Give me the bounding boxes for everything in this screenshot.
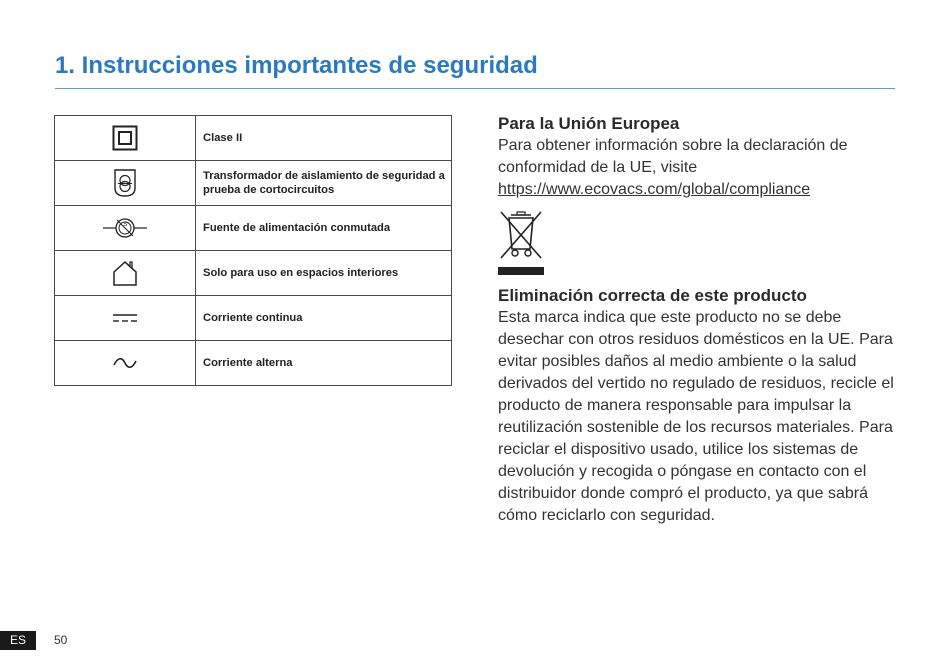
switch-mode-power-supply-icon xyxy=(102,213,148,243)
crossed-bin-icon xyxy=(498,209,544,261)
table-row xyxy=(55,116,452,161)
class-ii-icon xyxy=(112,125,138,151)
right-column xyxy=(498,113,898,527)
symbol-label: Solo para uso en espacios interiores xyxy=(196,251,452,296)
disposal-section-text: Esta marca indica que este producto no se debe desechar con otros residuos domésticos en la UE. Para evitar posibles daños al medio ambiente o la salud derivados del vertido no regulado de residuos, recicle el producto de manera responsable para impulsar la reutilización sostenible de los recursos materiales. Para reciclar el dispositivo usado, utilice los sistemas de devolución y recogida o póngase en contacto con el distribuidor donde compró el producto, ya que sabrá cómo reciclarlo con seguridad. xyxy=(498,309,894,524)
page-title: 1. Instrucciones importantes de seguridad xyxy=(55,52,538,79)
table-row xyxy=(55,161,452,206)
symbol-label: Corriente continua xyxy=(196,296,452,341)
weee-underbar xyxy=(498,267,544,275)
page-number: 50 xyxy=(54,633,68,647)
language-badge: ES xyxy=(0,631,36,650)
table-row xyxy=(55,341,452,386)
smps-icon-letter: S xyxy=(123,222,128,228)
symbol-label: Clase II xyxy=(196,116,452,161)
eu-section-title: Para la Unión Europea xyxy=(498,114,680,133)
table-row xyxy=(55,296,452,341)
title-divider xyxy=(55,88,895,89)
symbol-label: Transformador de aislamiento de seguridad a prueba de cortocircuitos xyxy=(196,161,452,206)
table-row xyxy=(55,251,452,296)
symbol-label: Fuente de alimentación conmutada xyxy=(196,206,452,251)
table-row xyxy=(55,206,452,251)
symbol-label: Corriente alterna xyxy=(196,341,452,386)
safety-isolating-transformer-icon xyxy=(113,168,137,198)
eu-section-text: Para obtener información sobre la declaración de conformidad de la UE, visite xyxy=(498,137,848,176)
weee-symbol xyxy=(498,209,544,275)
disposal-section-title: Eliminación correcta de este producto xyxy=(498,286,807,305)
indoor-use-icon xyxy=(111,259,139,287)
symbols-table xyxy=(54,115,452,386)
direct-current-icon xyxy=(112,311,138,325)
alternating-current-icon xyxy=(112,356,138,370)
compliance-link[interactable]: https://www.ecovacs.com/global/compliance xyxy=(498,181,811,198)
